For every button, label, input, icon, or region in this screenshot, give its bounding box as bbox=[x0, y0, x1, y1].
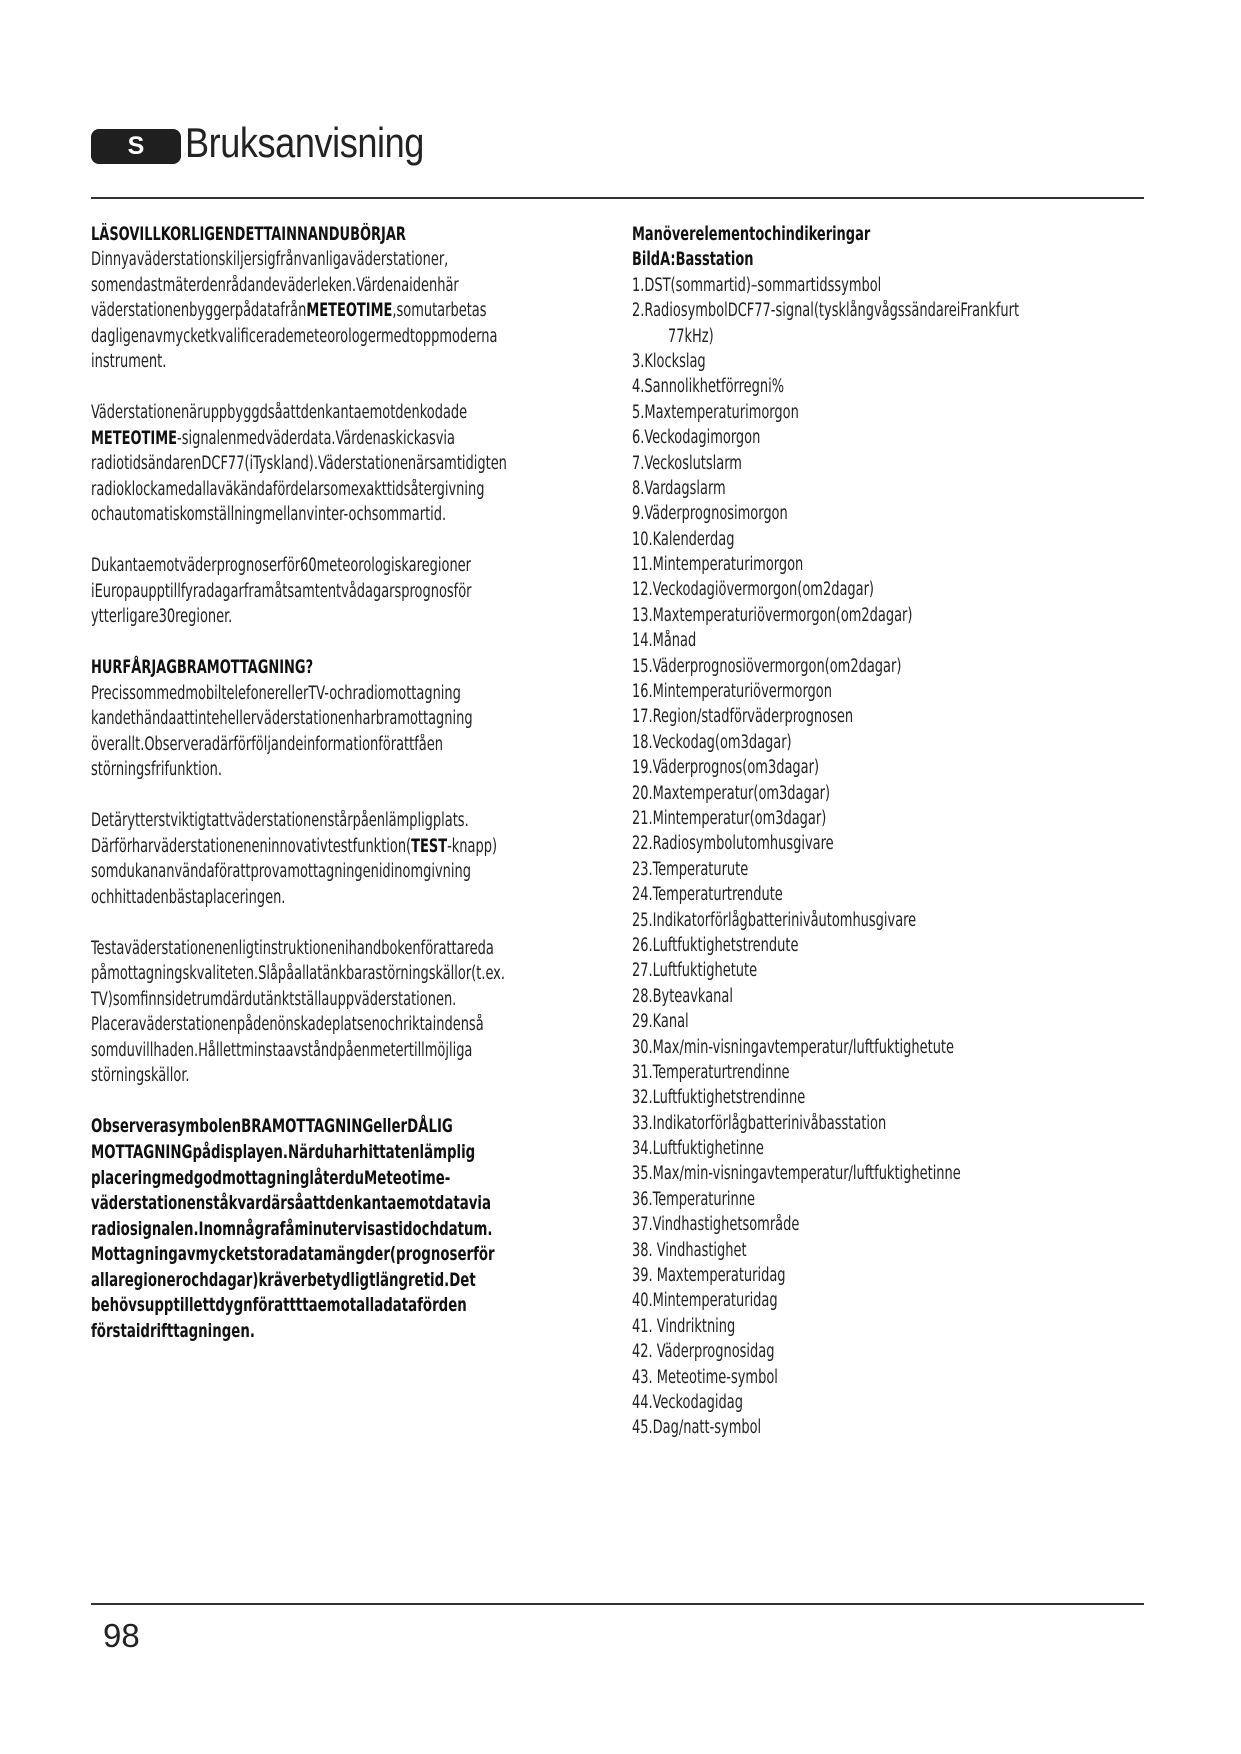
text-line: radioklockamedallaväkändafördelarsomexakttidsåtergivning bbox=[91, 478, 485, 500]
list-item bbox=[632, 1212, 1152, 1237]
list-item bbox=[632, 654, 1152, 679]
list-item-text: 34.Luftfuktighetinne bbox=[632, 1138, 764, 1160]
page-title: Bruksanvisning bbox=[185, 119, 424, 166]
list-item bbox=[632, 349, 1152, 374]
list-item-text: 17.Region/stadförväderprognosen bbox=[632, 706, 854, 728]
list-item bbox=[632, 451, 1152, 476]
note-line: allaregionerochdagar)kräverbetydligtlängretid.Det bbox=[91, 1268, 476, 1291]
note-line: Mottagningavmycketstoradatamängder(prognoserför bbox=[91, 1243, 495, 1266]
text-line: Därförharväderstationeneninnovativtestfunktion(TEST-knapp) bbox=[91, 835, 498, 857]
text-line: störningsfrifunktion. bbox=[91, 759, 222, 781]
text-line: kandethändaattintehellerväderstationenharbramottagning bbox=[91, 708, 473, 730]
text-line: iEuropaupptillfyradagarframåtsamtentvådagarsprognosför bbox=[91, 580, 472, 602]
section-heading-reception: HURFÅRJAGBRAMOTTAGNING? bbox=[91, 657, 314, 679]
list-item bbox=[632, 476, 1152, 501]
list-item-text: 13.Maxtemperaturiövermorgon(om2dagar) bbox=[632, 604, 913, 626]
text-line: radiotidsändarenDCF77(iTyskland).Väderstationenärsamtidigten bbox=[91, 453, 507, 475]
text-line: somdukananvändaförattprovamottagningenidinomgivning bbox=[91, 861, 471, 883]
list-item bbox=[632, 1136, 1152, 1161]
list-item-text: 31.Temperaturtrendinne bbox=[632, 1061, 790, 1083]
list-item-text: 12.Veckodagiövermorgon(om2dagar) bbox=[632, 579, 875, 601]
list-item bbox=[632, 933, 1152, 958]
list-item-text: 24.Temperaturtrendute bbox=[632, 884, 783, 906]
list-item bbox=[632, 273, 1152, 298]
text-line: Väderstationenäruppbyggdsåattdenkantaemotdenkodade bbox=[91, 402, 468, 424]
list-item bbox=[632, 679, 1152, 704]
list-item-text: 2.RadiosymbolDCF77-signal(tysklångvågssändareiFrankfurt bbox=[632, 300, 1020, 322]
list-item bbox=[632, 1009, 1152, 1034]
note-line: ObserverasymbolenBRAMOTTAGNINGellerDÅLIG bbox=[91, 1115, 453, 1138]
list-item bbox=[632, 831, 1152, 856]
list-item bbox=[632, 1288, 1152, 1313]
text-line: störningskällor. bbox=[91, 1064, 190, 1086]
list-item-text: 30.Max/min-visningavtemperatur/luftfuktighetute bbox=[632, 1036, 955, 1058]
list-item bbox=[632, 781, 1152, 806]
list-item-text: 10.Kalenderdag bbox=[632, 528, 735, 550]
list-item bbox=[632, 298, 1152, 323]
figure-a-heading: BildA:Basstation bbox=[632, 249, 754, 271]
text-line: TV)somfinnsidetrumdärdutänktställauppväderstationen. bbox=[91, 988, 457, 1010]
list-item-text: 77kHz) bbox=[668, 325, 714, 347]
list-item bbox=[632, 857, 1152, 882]
list-item-text: 18.Veckodag(om3dagar) bbox=[632, 731, 792, 753]
list-item bbox=[632, 324, 1152, 349]
list-item-text: 39. Maxtemperaturidag bbox=[632, 1265, 786, 1287]
note-line: förstaidrifttagningen. bbox=[91, 1320, 255, 1343]
language-badge: S bbox=[91, 129, 181, 164]
list-item bbox=[632, 1035, 1152, 1060]
list-item bbox=[632, 628, 1152, 653]
note-line: radiosignalen.Inomnågrafåminutervisastidochdatum. bbox=[91, 1217, 493, 1240]
text-line: ytterligare30regioner. bbox=[91, 606, 233, 628]
text-line: Detärytterstviktigtattväderstationenstårpåenlämpligplats. bbox=[91, 810, 469, 832]
list-item-text: 22.Radiosymbolutomhusgivare bbox=[632, 833, 834, 855]
list-item-text: 9.Väderprognosimorgon bbox=[632, 503, 788, 525]
list-item-text: 42. Väderprognosidag bbox=[632, 1341, 775, 1363]
list-item bbox=[632, 527, 1152, 552]
list-item-text: 36.Temperaturinne bbox=[632, 1188, 755, 1210]
list-item bbox=[632, 1238, 1152, 1263]
list-item bbox=[632, 1314, 1152, 1339]
text-line: ochhittadenbästaplaceringen. bbox=[91, 886, 286, 908]
list-item-text: 8.Vardagslarm bbox=[632, 477, 726, 499]
list-item bbox=[632, 1415, 1152, 1440]
list-item bbox=[632, 374, 1152, 399]
list-item-text: 41. Vindriktning bbox=[632, 1315, 736, 1337]
note-line: väderstationenståkvardärsåattdenkantaemotdatavia bbox=[91, 1192, 491, 1215]
text-line: dagligenavmycketkvalificerademeteorologermedtoppmoderna bbox=[91, 325, 498, 347]
left-column bbox=[91, 222, 611, 1345]
note-line: behövsupptillettdygnförattttaemotalladataförden bbox=[91, 1294, 467, 1317]
list-item bbox=[632, 730, 1152, 755]
header-divider bbox=[91, 197, 1144, 199]
list-item-text: 16.Mintemperaturiövermorgon bbox=[632, 681, 832, 703]
reception-note bbox=[91, 1114, 611, 1344]
list-item bbox=[632, 806, 1152, 831]
list-item-text: 29.Kanal bbox=[632, 1011, 689, 1033]
list-item bbox=[632, 1187, 1152, 1212]
page-number: 98 bbox=[103, 1617, 140, 1654]
list-item-text: 43. Meteotime-symbol bbox=[632, 1366, 778, 1388]
list-item-text: 14.Månad bbox=[632, 630, 697, 652]
text-line: ochautomatiskomställningmellanvinter-ochsommartid. bbox=[91, 503, 447, 525]
list-item-text: 27.Luftfuktighetute bbox=[632, 960, 758, 982]
meteotime-term: METEOTIME bbox=[91, 427, 178, 449]
text-line: Dukantaemotväderprognoserför60meteorologiskaregioner bbox=[91, 555, 471, 577]
text-line: Testaväderstationenenligtinstruktionenihandbokenförattareda bbox=[91, 937, 494, 959]
test-button-term: TEST bbox=[411, 835, 448, 857]
list-item bbox=[632, 1085, 1152, 1110]
section-heading-read-first: LÄSOVILLKORLIGENDETTAINNANDUBÖRJAR bbox=[91, 224, 406, 245]
list-item bbox=[632, 603, 1152, 628]
list-item-text: 45.Dag/natt-symbol bbox=[632, 1417, 762, 1439]
list-item bbox=[632, 1161, 1152, 1186]
text-line: METEOTIME-signalenmedväderdata.Värdenaskickasvia bbox=[91, 427, 456, 449]
text-line: överallt.Observeradärförföljandeinformationförattfåen bbox=[91, 733, 443, 755]
list-item bbox=[632, 400, 1152, 425]
list-item-text: 38. Vindhastighet bbox=[632, 1239, 747, 1261]
list-item-text: 3.Klockslag bbox=[632, 350, 706, 372]
list-item-text: 5.Maxtemperaturimorgon bbox=[632, 401, 799, 423]
list-item-text: 26.Luftfuktighetstrendute bbox=[632, 934, 799, 956]
list-item-text: 4.Sannolikhetförregni% bbox=[632, 376, 785, 398]
list-item bbox=[632, 1365, 1152, 1390]
list-item bbox=[632, 908, 1152, 933]
list-item bbox=[632, 755, 1152, 780]
list-item bbox=[632, 704, 1152, 729]
list-item bbox=[632, 882, 1152, 907]
list-item-text: 23.Temperaturute bbox=[632, 858, 749, 880]
text-line: somduvillhaden.Hållettminstaavståndpåenmetertillmöjliga bbox=[91, 1039, 473, 1061]
list-item-text: 6.Veckodagimorgon bbox=[632, 427, 761, 449]
list-item-text: 20.Maxtemperatur(om3dagar) bbox=[632, 782, 831, 804]
list-item bbox=[632, 984, 1152, 1009]
list-item bbox=[632, 1111, 1152, 1136]
controls-list bbox=[632, 273, 1152, 1441]
list-item bbox=[632, 1060, 1152, 1085]
list-item-text: 25.Indikatorförlågbatterinivåutomhusgivare bbox=[632, 909, 917, 931]
text-line: Placeraväderstationenpådenönskadeplatsenochriktaindenså bbox=[91, 1014, 484, 1036]
list-item bbox=[632, 1263, 1152, 1288]
text-line: Dinnyaväderstationskiljersigfrånvanligaväderstationer, bbox=[91, 249, 449, 271]
list-item-text: 35.Max/min-visningavtemperatur/luftfuktighetinne bbox=[632, 1163, 961, 1185]
list-item bbox=[632, 577, 1152, 602]
list-item bbox=[632, 1339, 1152, 1364]
list-item-text: 19.Väderprognos(om3dagar) bbox=[632, 757, 820, 779]
list-item-text: 7.Veckoslutslarm bbox=[632, 452, 742, 474]
list-item-text: 44.Veckodagidag bbox=[632, 1391, 743, 1413]
list-item-text: 33.Indikatorförlågbatterinivåbasstation bbox=[632, 1112, 887, 1134]
controls-heading: Manöverelementochindikeringar bbox=[632, 224, 871, 245]
text-line: påmottagningskvaliteten.Slåpåallatänkbarastörningskällor(t.ex. bbox=[91, 963, 505, 985]
list-item bbox=[632, 1390, 1152, 1415]
text-line: instrument. bbox=[91, 350, 167, 372]
list-item bbox=[632, 552, 1152, 577]
list-item-text: 11.Mintemperaturimorgon bbox=[632, 554, 804, 576]
text-line: väderstationenbyggerpådatafrånMETEOTIME,somutarbetas bbox=[91, 300, 487, 322]
list-item-text: 28.Byteavkanal bbox=[632, 985, 733, 1007]
meteotime-term: METEOTIME bbox=[306, 300, 393, 322]
list-item-text: 1.DST(sommartid)–sommartidssymbol bbox=[632, 274, 882, 296]
list-item-text: 40.Mintemperaturidag bbox=[632, 1290, 778, 1312]
text-line: somendastmäterdenrådandeväderleken.Värdenaidenhär bbox=[91, 274, 459, 296]
footer-divider bbox=[91, 1603, 1144, 1605]
list-item-text: 15.Väderprognosiövermorgon(om2dagar) bbox=[632, 655, 902, 677]
note-line: placeringmedgodmottagninglåterduMeteotime- bbox=[91, 1166, 451, 1189]
list-item bbox=[632, 958, 1152, 983]
list-item bbox=[632, 425, 1152, 450]
note-line: MOTTAGNINGpådisplayen.Närduharhittatenlämplig bbox=[91, 1140, 476, 1163]
text-line: PrecissommedmobiltelefonerellerTV-ochradiomottagning bbox=[91, 682, 461, 704]
list-item-text: 32.Luftfuktighetstrendinne bbox=[632, 1087, 806, 1109]
list-item-text: 21.Mintemperatur(om3dagar) bbox=[632, 807, 827, 829]
right-column bbox=[632, 222, 1152, 1441]
list-item bbox=[632, 501, 1152, 526]
list-item-text: 37.Vindhastighetsområde bbox=[632, 1214, 800, 1236]
